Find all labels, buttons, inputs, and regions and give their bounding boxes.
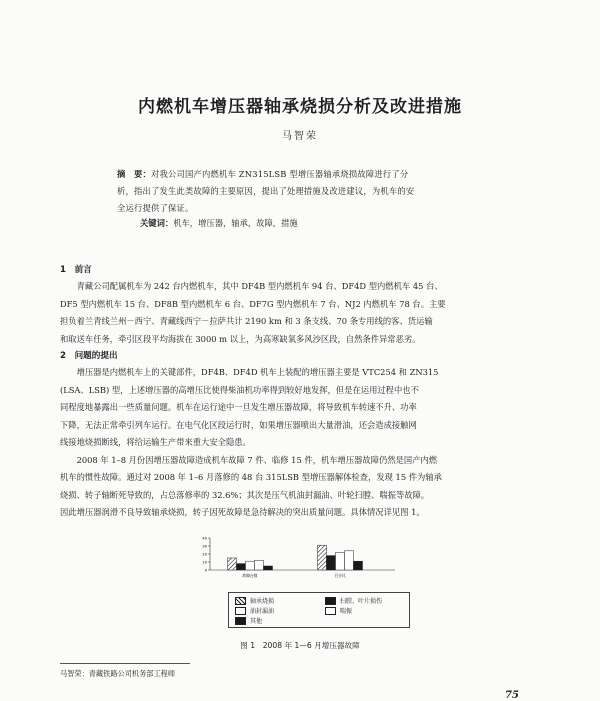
legend-item: 油封漏油 bbox=[235, 606, 274, 615]
section-1-heading: 1 前言 bbox=[60, 265, 92, 275]
bar bbox=[345, 551, 354, 570]
paragraph-line: 因此增压器润滑不良导致轴承烧损，转子因死故障是急待解决的突出质量问题。具体情况详见图 1。 bbox=[60, 507, 425, 517]
bar bbox=[237, 564, 246, 570]
legend-swatch bbox=[235, 597, 246, 605]
legend-swatch bbox=[235, 617, 246, 625]
abstract bbox=[117, 166, 532, 217]
paragraph-line: 2008 年 1–8 月份因增压器故障造成机车故障 7 件、临修 15 件，机车增压器故障仍然是国产内燃 bbox=[76, 454, 438, 465]
keywords-label: 关键词： bbox=[140, 218, 174, 228]
page-number: 75 bbox=[505, 690, 519, 701]
bar bbox=[336, 552, 345, 570]
paragraph-line: 机车的惯性故障。通过对 2008 年 1–6 月落修的 48 台 315LSB 型增压器解体检查，发现 15 件为轴承 bbox=[60, 472, 442, 482]
paragraph-line: (LSA、LSB) 型，上述增压器的高增压比使得柴油机功率得到较好地发挥，但是在运用过程中也不 bbox=[60, 384, 419, 395]
abstract-label: 摘 要： bbox=[117, 169, 151, 179]
abstract-line-1: 摘 要：对我公司国产内燃机车 ZN315LSB 型增压器轴承烧损故障进行了分 bbox=[117, 169, 409, 179]
paragraph-line: 下降，无法正常牵引列车运行。在电气化区段运行时，如果增压器喷出大量滑油，还会造成接触网 bbox=[60, 419, 417, 430]
legend-item: 轴承烧损 bbox=[235, 596, 274, 605]
keywords-text: 机车，增压器，轴承，故障，措施 bbox=[173, 218, 298, 228]
paragraph-line: DF5 型内燃机车 15 台、DF8B 型内燃机车 6 台、DF7G 型内燃机车 7 台、NJ2 内燃机车 78 台。主要 bbox=[60, 298, 446, 309]
paragraph-line: 青藏公司配属机车为 242 台内燃机车，其中 DF4B 型内燃机车 94 台、DF4D 型内燃机车 45 台、 bbox=[76, 281, 443, 291]
legend-item: 其他 bbox=[235, 616, 262, 625]
abstract-line-2: 析，指出了发生此类故障的主要原因，提出了处理措施及改进建议，为机车的安 bbox=[117, 186, 415, 196]
legend-swatch bbox=[325, 597, 336, 605]
paragraph-line: 增压器是内燃机车上的关键部件，DF4B、DF4D 机车上装配的增压器主要是 VTC254 和 ZN315 bbox=[76, 367, 439, 377]
legend-item: 扫膛、叶片损伤 bbox=[325, 596, 382, 605]
y-tick-label: 10 bbox=[202, 560, 207, 565]
footnote-rule bbox=[60, 663, 190, 664]
paragraph-line: 线接地烧损断线，将给运输生产带来重大安全隐患。 bbox=[60, 437, 251, 447]
legend-swatch bbox=[235, 607, 246, 615]
paragraph-line: 同程度地暴露出一些质量问题。机车在运行途中一旦发生增压器故障，将导致机车转速不升、功率 bbox=[60, 402, 417, 412]
x-tick-label: 故障台数 bbox=[242, 573, 258, 578]
chart-legend bbox=[228, 592, 410, 628]
bar bbox=[318, 545, 327, 570]
bar-chart bbox=[200, 534, 400, 594]
bar bbox=[264, 566, 273, 570]
legend-item: 喘振 bbox=[325, 606, 352, 615]
y-tick-label: 0 bbox=[204, 568, 207, 573]
x-tick-label: 百分比 bbox=[334, 573, 346, 578]
section-2-heading: 2 问题的提出 bbox=[60, 351, 118, 361]
abstract-line-3: 全运行提供了保证。 bbox=[117, 203, 194, 213]
y-tick-label: 30 bbox=[202, 544, 207, 549]
bar bbox=[354, 561, 363, 570]
keywords bbox=[140, 217, 298, 229]
bar bbox=[327, 556, 336, 570]
footnote: 马智荣：青藏铁路公司机务部工程师 bbox=[60, 669, 176, 678]
section-1-body bbox=[60, 278, 553, 348]
author: 马智荣 bbox=[282, 131, 318, 142]
paragraph-line: 烧损、转子轴断死导致的，占总落修率的 32.6%；其次是压气机油封漏油、叶轮扫膛、喘振等故障。 bbox=[60, 489, 430, 500]
paragraph-line: 担负着兰青线兰州－西宁、青藏线西宁－拉萨共计 2190 km 和 3 条支线、70 条专用线的客、货运输 bbox=[60, 316, 433, 326]
figure-caption: 图 1 2008 年 1—6 月增压器故障 bbox=[240, 641, 360, 650]
paragraph-line: 和取送车任务，牵引区段平均海拔在 3000 m 以上，为高寒缺氧多风沙区段，自然条件异常恶劣。 bbox=[60, 333, 421, 344]
y-tick-label: 40 bbox=[202, 536, 207, 541]
bar bbox=[246, 561, 255, 570]
legend-swatch bbox=[325, 607, 336, 615]
section-2-body bbox=[60, 364, 553, 522]
y-tick-label: 20 bbox=[202, 552, 207, 557]
bar bbox=[228, 558, 237, 570]
page-title: 内燃机车增压器轴承烧损分析及改进措施 bbox=[138, 97, 462, 117]
bar bbox=[255, 560, 264, 570]
